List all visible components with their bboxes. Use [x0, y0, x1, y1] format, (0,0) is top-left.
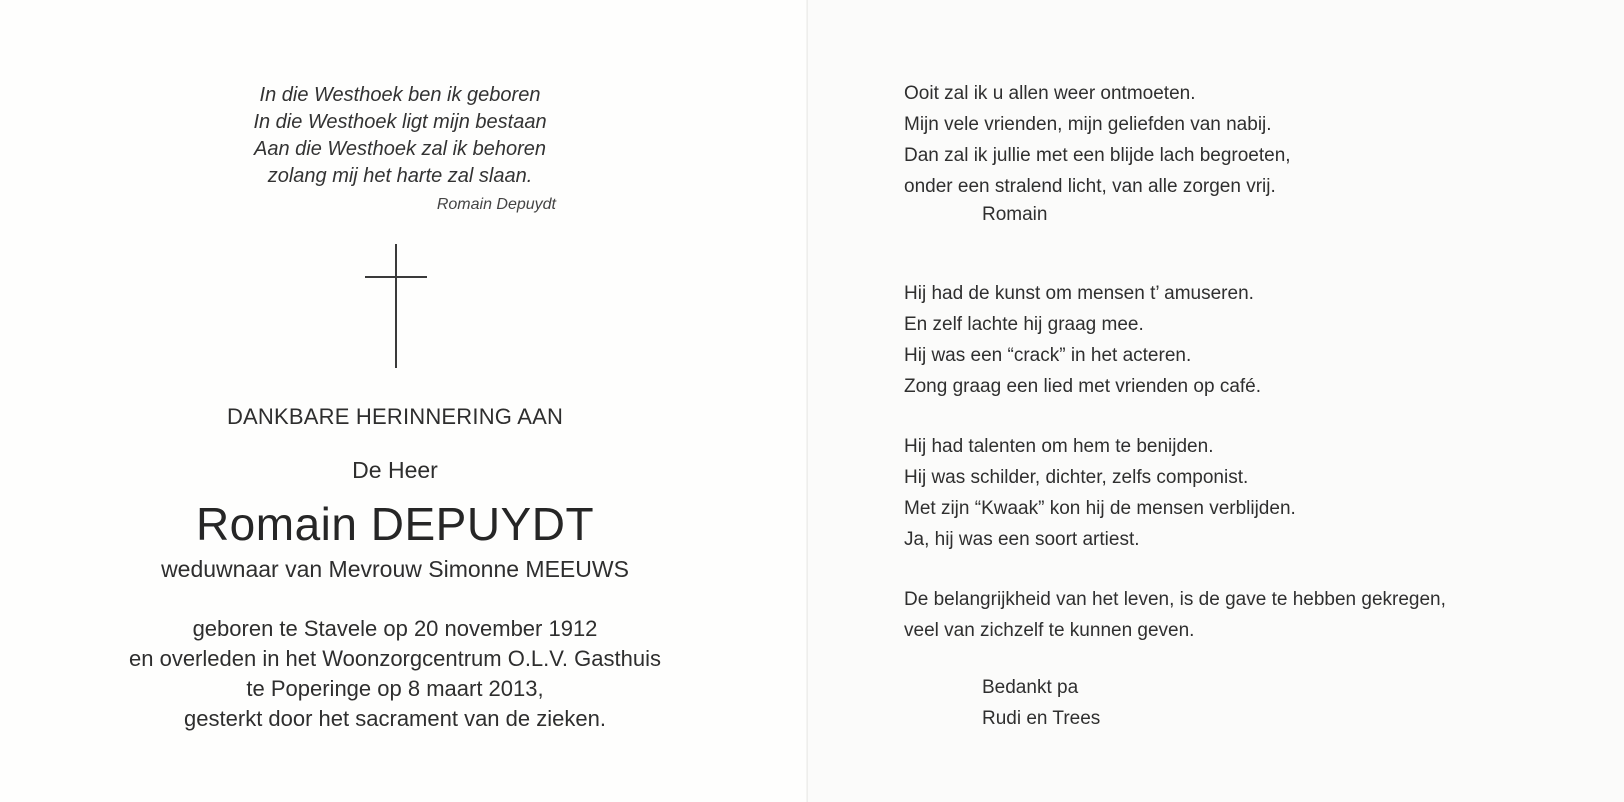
- stanza-line: De belangrijkheid van het leven, is de gave te hebben gekregen,: [904, 589, 1446, 610]
- stanza-3: [904, 431, 1296, 555]
- widower-line: weduwnaar van Mevrouw Simonne MEEUWS: [161, 556, 629, 582]
- life-line: en overleden in het Woonzorgcentrum O.L.V. Gasthuis: [129, 646, 661, 671]
- stanza-line: Dan zal ik jullie met een blijde lach begroeten,: [904, 145, 1291, 166]
- deceased-name: Romain DEPUYDT: [195, 498, 595, 550]
- stanza-line: Ooit zal ik u allen weer ontmoeten.: [904, 83, 1196, 104]
- left-panel: [0, 0, 808, 802]
- stanza-line: Mijn vele vrienden, mijn geliefden van nabij.: [904, 114, 1272, 135]
- stanza-line: Hij had de kunst om mensen t’ amuseren.: [904, 283, 1254, 304]
- title-prefix: De Heer: [352, 457, 438, 483]
- stanza-line: Ja, hij was een soort artiest.: [904, 529, 1140, 550]
- poem-line: zolang mij het harte zal slaan.: [267, 165, 533, 187]
- thanks-line: Rudi en Trees: [982, 708, 1101, 729]
- opening-poem: [180, 82, 620, 190]
- cross-horizontal-bar: [365, 276, 427, 278]
- stanza-line: veel van zichzelf te kunnen geven.: [904, 620, 1195, 641]
- poem-line: Aan die Westhoek zal ik behoren: [253, 138, 547, 160]
- stanza-2: [904, 278, 1261, 402]
- poem-author: Romain Depuydt: [436, 196, 556, 213]
- thanks-line: Bedankt pa: [982, 677, 1079, 698]
- stanza-line: En zelf lachte hij graag mee.: [904, 314, 1144, 335]
- stanza-line: Hij had talenten om hem te benijden.: [904, 436, 1214, 457]
- stanza-line: onder een stralend licht, van alle zorgen vrij.: [904, 176, 1276, 197]
- stanza-line: Met zijn “Kwaak” kon hij de mensen verblijden.: [904, 498, 1296, 519]
- cross-vertical-bar: [395, 244, 397, 368]
- cross-icon: [365, 244, 427, 368]
- stanza-1: [904, 78, 1291, 202]
- poem-line: In die Westhoek ben ik geboren: [259, 84, 541, 106]
- life-line: te Poperinge op 8 maart 2013,: [246, 676, 544, 701]
- stanza-line: Hij was schilder, dichter, zelfs componist.: [904, 467, 1249, 488]
- stanza-line: Zong graag een lied met vrienden op café.: [904, 376, 1262, 397]
- thanks-signature: [982, 672, 1100, 734]
- stanza-4: [904, 584, 1446, 646]
- stanza-signature: Romain: [982, 204, 1048, 225]
- life-line: geboren te Stavele op 20 november 1912: [192, 616, 598, 641]
- stanza-line: Hij was een “crack” in het acteren.: [904, 345, 1192, 366]
- life-details: [60, 614, 730, 734]
- memorial-heading: DANKBARE HERINNERING AAN: [226, 404, 564, 429]
- life-line: gesterkt door het sacrament van de zieken.: [184, 706, 606, 731]
- poem-line: In die Westhoek ligt mijn bestaan: [253, 111, 547, 133]
